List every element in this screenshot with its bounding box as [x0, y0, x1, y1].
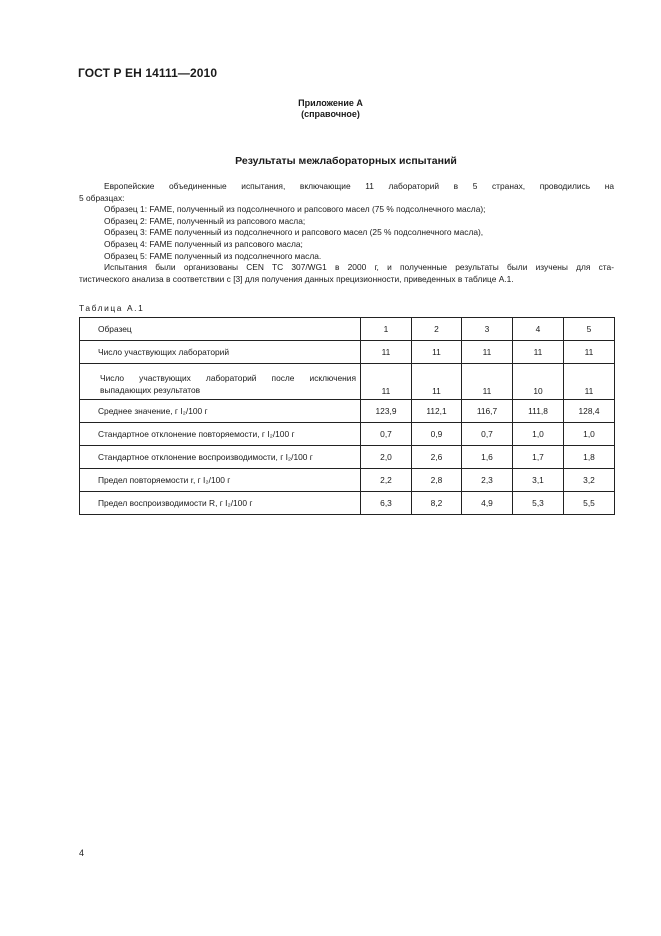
- table-row: [80, 469, 615, 492]
- annex-title-block: [0, 98, 661, 120]
- cell-value: 2,0: [361, 446, 412, 469]
- cell-value: 11: [564, 364, 615, 400]
- cell-value: 128,4: [564, 400, 615, 423]
- column-header: 2: [412, 318, 462, 341]
- body-text: [79, 181, 614, 285]
- table-row: [80, 400, 615, 423]
- cell-value: 116,7: [462, 400, 513, 423]
- cell-value: 10: [513, 364, 564, 400]
- cell-value: 4,9: [462, 492, 513, 515]
- cell-value: 3,1: [513, 469, 564, 492]
- precision-table: [79, 317, 615, 515]
- cell-value: 11: [412, 364, 462, 400]
- cell-value: 2,6: [412, 446, 462, 469]
- standard-header: ГОСТ Р ЕН 14111—2010: [78, 66, 218, 80]
- row-label: Стандартное отклонение воспроизводимости, г I₂/100 г: [80, 446, 361, 469]
- cell-value: 11: [513, 341, 564, 364]
- cell-value: 11: [412, 341, 462, 364]
- cell-value: 0,7: [462, 423, 513, 446]
- cell-value: 2,8: [412, 469, 462, 492]
- cell-value: 123,9: [361, 400, 412, 423]
- table-row: [80, 423, 615, 446]
- outro-paragraph-line-1: Испытания были организованы CEN TC 307/WG1 в 2000 г, и полученные результаты были изучены для ста-: [104, 262, 614, 273]
- annex-title: Приложение А: [298, 98, 363, 108]
- cell-value: 0,9: [412, 423, 462, 446]
- column-header: 5: [564, 318, 615, 341]
- cell-value: 1,8: [564, 446, 615, 469]
- row-label: Среднее значение, г I₂/100 г: [80, 400, 361, 423]
- cell-value: 11: [361, 364, 412, 400]
- cell-value: 11: [361, 341, 412, 364]
- cell-value: 5,5: [564, 492, 615, 515]
- table-header-row: [80, 318, 615, 341]
- table-caption: Таблица А.1: [79, 303, 145, 313]
- cell-value: 1,0: [513, 423, 564, 446]
- column-header: 1: [361, 318, 412, 341]
- table-row: [80, 341, 615, 364]
- table-header-label: Образец: [80, 318, 361, 341]
- intro-paragraph-line-2: 5 образцах:: [79, 192, 125, 203]
- intro-paragraph-line-1: Европейские объединенные испытания, включающие 11 лабораторий в 5 странах, проводились на: [104, 181, 614, 191]
- cell-value: 112,1: [412, 400, 462, 423]
- cell-value: 0,7: [361, 423, 412, 446]
- cell-value: 1,0: [564, 423, 615, 446]
- cell-value: 3,2: [564, 469, 615, 492]
- row-label: Стандартное отклонение повторяемости, г I₂/100 г: [80, 423, 361, 446]
- cell-value: 2,2: [361, 469, 412, 492]
- sample-description: Образец 5: FAME полученный из подсолнечного масла.: [104, 250, 322, 261]
- cell-value: 6,3: [361, 492, 412, 515]
- row-label: Число участвующих лабораторий: [80, 341, 361, 364]
- column-header: 3: [462, 318, 513, 341]
- sample-description: Образец 3: FAME полученный из подсолнечного и рапсового масел (25 % подсолнечного масла),: [104, 227, 484, 238]
- annex-subtitle: (справочное): [301, 109, 360, 119]
- row-label: Предел повторяемости r, г I₂/100 г: [80, 469, 361, 492]
- cell-value: 1,7: [513, 446, 564, 469]
- cell-value: 1,6: [462, 446, 513, 469]
- column-header: 4: [513, 318, 564, 341]
- page-number: 4: [79, 848, 85, 858]
- table-row: [80, 446, 615, 469]
- cell-value: 8,2: [412, 492, 462, 515]
- section-title: Результаты межлабораторных испытаний: [235, 155, 457, 167]
- cell-value: 111,8: [513, 400, 564, 423]
- table-row: [80, 364, 615, 400]
- cell-value: 11: [564, 341, 615, 364]
- row-label: Число участвующих лабораторий после исключения выпадающих результатов: [80, 364, 361, 400]
- cell-value: 2,3: [462, 469, 513, 492]
- cell-value: 11: [462, 341, 513, 364]
- cell-value: 11: [462, 364, 513, 400]
- sample-description: Образец 4: FAME полученный из рапсового масла;: [104, 238, 303, 249]
- cell-value: 5,3: [513, 492, 564, 515]
- outro-paragraph-line-2: тистического анализа в соответствии с [3] для получения данных прецизионности, приведенных в таблице А.1.: [79, 273, 514, 284]
- sample-description: Образец 2: FAME, полученный из рапсового масла;: [104, 215, 306, 226]
- sample-description: Образец 1: FAME, полученный из подсолнечного и рапсового масел (75 % подсолнечного масла);: [104, 204, 486, 215]
- table-row: [80, 492, 615, 515]
- row-label: Предел воспроизводимости R, г I₂/100 г: [80, 492, 361, 515]
